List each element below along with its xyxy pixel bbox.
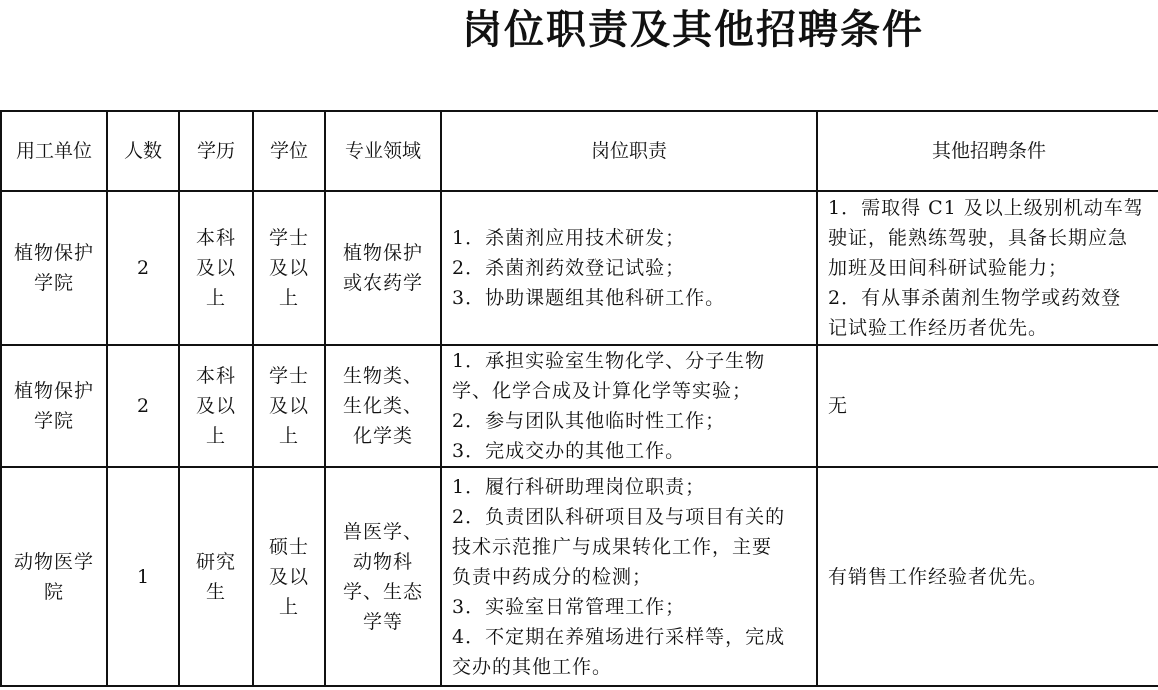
cell-line: 1．杀菌剂应用技术研发； — [452, 227, 686, 249]
cell-line: 生化类、 — [342, 395, 423, 417]
header-other: 其他招聘条件 — [817, 111, 1158, 191]
cell-line: 本科 — [195, 227, 236, 249]
table-row — [1, 191, 1158, 345]
cell-line: 3．协助课题组其他科研工作。 — [452, 287, 726, 309]
cell-line: 3．实验室日常管理工作； — [452, 595, 686, 618]
cell-line: 技术示范推广与成果转化工作，主要 — [452, 535, 773, 558]
cell-line: 2．负责团队科研项目及与项目有关的 — [452, 505, 786, 528]
header-education: 学历 — [179, 111, 253, 191]
cell-line: 负责中药成分的检测； — [452, 565, 653, 588]
table-row — [1, 345, 1158, 467]
page-title: 岗位职责及其他招聘条件 — [462, 6, 924, 53]
recruitment-table — [0, 110, 1158, 687]
cell-line: 上 — [278, 425, 299, 447]
cell-line: 兽医学、 — [342, 520, 423, 543]
cell-line: 2．参与团队其他临时性工作； — [452, 410, 726, 432]
cell-line: 及以 — [268, 395, 309, 417]
cell-duties — [441, 191, 817, 345]
cell-line: 有销售工作经验者优先。 — [828, 565, 1049, 588]
cell-line: 上 — [278, 595, 299, 618]
cell-line: 学士 — [268, 365, 309, 387]
cell-line: 1．履行科研助理岗位职责； — [452, 475, 706, 498]
cell-other — [817, 467, 1158, 686]
header-degree: 学位 — [253, 111, 325, 191]
cell-line: 上 — [278, 287, 299, 309]
cell-line: 上 — [205, 425, 226, 447]
cell-line: 植物保护 — [13, 380, 94, 402]
cell-degree — [253, 345, 325, 467]
cell-line: 植物保护 — [342, 242, 423, 264]
cell-line: 上 — [205, 287, 226, 309]
cell-line: 3．完成交办的其他工作。 — [452, 440, 686, 462]
cell-line: 及以 — [268, 257, 309, 279]
cell-line: 化学类 — [352, 425, 413, 447]
header-major: 专业领域 — [325, 111, 441, 191]
cell-line: 学、化学合成及计算化学等实验； — [452, 380, 753, 402]
cell-line: 本科 — [195, 365, 236, 387]
header-unit: 用工单位 — [1, 111, 107, 191]
cell-duties — [441, 467, 817, 686]
cell-line: 及以 — [268, 565, 309, 588]
cell-line: 交办的其他工作。 — [452, 655, 613, 678]
cell-education — [179, 345, 253, 467]
cell-line: 无 — [828, 395, 849, 417]
cell-degree — [253, 191, 325, 345]
cell-line: 动物科 — [352, 550, 413, 573]
header-count: 人数 — [107, 111, 179, 191]
cell-line: 硕士 — [268, 535, 309, 558]
cell-education — [179, 191, 253, 345]
cell-line: 学院 — [33, 272, 74, 294]
cell-other — [817, 345, 1158, 467]
cell-education — [179, 467, 253, 686]
cell-line: 2．杀菌剂药效登记试验； — [452, 257, 686, 279]
cell-line: 学士 — [268, 227, 309, 249]
header-row — [1, 111, 1158, 191]
cell-line: 4．不定期在养殖场进行采样等，完成 — [452, 625, 786, 648]
cell-other — [817, 191, 1158, 345]
cell-line: 生物类、 — [342, 365, 423, 387]
header-duties: 岗位职责 — [441, 111, 817, 191]
cell-line: 植物保护 — [13, 242, 94, 264]
cell-line: 学等 — [362, 610, 403, 633]
cell-line: 加班及田间科研试验能力； — [828, 257, 1069, 279]
cell-duties — [441, 345, 817, 467]
cell-line: 及以 — [195, 257, 236, 279]
cell-count: 2 — [107, 345, 179, 467]
cell-major — [325, 345, 441, 467]
cell-line: 学、生态 — [342, 580, 423, 603]
cell-line: 研究 — [195, 550, 236, 573]
cell-line: 2．有从事杀菌剂生物学或药效登 — [828, 287, 1122, 309]
cell-unit — [1, 345, 107, 467]
cell-line: 记试验工作经历者优先。 — [828, 317, 1049, 339]
cell-line: 1．需取得 C1 及以上级别机动车驾 — [828, 197, 1144, 219]
cell-line: 院 — [43, 580, 64, 603]
cell-major — [325, 467, 441, 686]
cell-count: 2 — [107, 191, 179, 345]
table-row — [1, 467, 1158, 686]
cell-line: 学院 — [33, 410, 74, 432]
cell-line: 驶证，能熟练驾驶，具备长期应急 — [828, 227, 1129, 249]
cell-line: 或农药学 — [342, 272, 423, 294]
cell-line: 1．承担实验室生物化学、分子生物 — [452, 350, 766, 372]
cell-count: 1 — [107, 467, 179, 686]
cell-unit — [1, 191, 107, 345]
cell-major — [325, 191, 441, 345]
cell-line: 及以 — [195, 395, 236, 417]
cell-line: 动物医学 — [13, 550, 94, 573]
cell-line: 生 — [205, 580, 226, 603]
cell-unit — [1, 467, 107, 686]
cell-degree — [253, 467, 325, 686]
